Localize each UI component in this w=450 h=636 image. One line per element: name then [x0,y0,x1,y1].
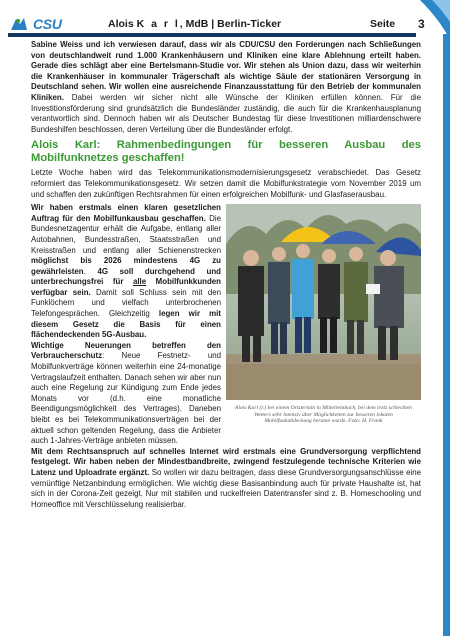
article1-text: Dabei werden wir sicher nicht alle Wünsche der Kliniken erfüllen können. Für die Investitionsförderung sind grundsätzlich die Bundesländer zuständig, die auch für die Krankenhausplanung verantwortlich sind. Dennoch haben wir als Deutscher Bundestag für diese Investitionen milliardenschwere Bundeshilfen beschlossen, deren Verteilung über die Bundesländer erfolgt. [31,92,421,134]
csu-lion-icon [8,15,30,33]
group-photo [226,204,421,400]
newsletter-title [108,18,281,30]
text-run: Die Bundesnetzagentur erhält die Aufgabe, entlang aller Autobahnen, Bundesstraßen, Staatsstraßen und Kreisstraßen und entlang aller Schienenstrecken [31,213,221,255]
article2-title: Alois Karl: Rahmenbedingungen für besseren Ausbau des Mobilfunknetzes geschaffen! [31,139,421,165]
bold-run: Wir haben erstmals einen klaren gesetzlichen Auftrag für den Mobilfunkausbau geschaffen. [31,203,221,223]
page-content [31,40,421,510]
author-last-name: K a r l [136,18,180,30]
article1-paragraph [31,40,421,135]
logo-text: CSU [33,16,62,32]
text-run: : Neue Festnetz- und Mobilfunkverträge können weiterhin eine 24-monatige Vertragslaufzeit enthalten. Danach sehen wir aber nun auch eine Regelung zur Kündigung zum Ende jedes Monats vor (d.h. eine monatliche Beendigungsmöglichkeit des Vertrages). Daneben bleibt es bei Telekommunikationsverträgen bei der aktuell schon geltenden Regelung, dass die Anbieter auch 1-Jahres-Verträge anbieten müssen. [31,351,221,446]
page-label: Seite [370,18,396,30]
header-rule [8,33,416,37]
text-run: So wollen wir dazu beitragen, dass diese Grundversorgungsanschlüsse eine vernünftige Netzanbindung ermöglichen. Wie wichtig diese Basisanbindung auch für private Haushalte ist, hat sich in der Corona-Zeit gezeigt. Nur mit stabilen und ruckelfreien Datentransfer sind z. B. Homeschooling und Homeoffice mit Verschlüsselung realisierbar. [31,467,421,509]
article1-bold-text: Sabine Weiss und ich verwiesen darauf, dass wir als CDU/CSU den Forderungen nach Schließungen von deutschlandweit rund 1.000 Krankenhäusern und Kliniken eine klare Ablehnung erteilt haben. Gerade dies schlägt aber eine Bertelsmann-Studie vor. Wir stehen als Union dazu, dass wir weiterhin die Krankenhäuser in kommunaler Trägerschaft als wichtige Säule der stationären Versorgung in Deutschland sehen. Wir wollen eine ausreichende Finanzausstattung für den Betrieb der kommunalen Kliniken. [31,40,421,102]
article2-column-paragraph [31,203,221,341]
bold-run: legen wir mit diesem Gesetz die Basis für einen flächendeckenden 5G-Ausbau. [31,309,221,340]
bold-run: Mobilfunkkunden verfügbar sein. [31,277,221,297]
consumer-protection-paragraph [31,341,221,447]
author-first-name: Alois [108,18,134,30]
underlined-bold-run: alle [132,277,147,287]
bold-run: möglichst bis 2026 mindestens 4G zu gewährleisten [31,256,221,276]
right-accent-bar [443,34,450,636]
photo-figure [226,204,421,447]
page-header [0,0,450,38]
article2-two-column [31,203,421,447]
bold-run: Mit dem Rechtsanspruch auf schnelles Internet wird erstmals eine Grundversorgung verpflichtend festgelegt. Wir haben neben der Mindestbandbreite, zwingend festzulegende technische Kriterien wie Latenz und Uploadrate ergänzt. [31,446,421,477]
csu-logo [8,13,72,35]
title-suffix: , MdB | Berlin-Ticker [179,18,282,30]
bold-run: 4G soll durchgehend und unterbrechungsfrei für [31,266,221,287]
photo-caption: Alois Karl (r.) bei einem Ortstermin in Mittelreinbach, bei dem trotz schlechten Wetters sehr intensiv über Möglichkeiten zur besseren lokalen Mobilfunkabdeckung beraten wurde. Foto: H. Frank [234,405,413,425]
bold-run: Wichtige Neuerungen betreffen den Verbraucherschutz [31,340,221,361]
text-run: . [83,266,98,276]
article2-bottom-paragraph [31,447,421,511]
article2-left-column [31,203,221,447]
article2-intro: Letzte Woche haben wird das Telekommunikationsmodernisierungsgesetz verabschiedet. Das Gesetz reformiert das Telekommunikationsgesetz. Wir setzen damit die Mobilfunkstrategie vom November 2019 um und schaffen den zukünftigen Rechtsrahmen für einen erfolgreichen Mobilfunk- und Glasfaserausbau. [31,168,421,199]
text-run: Damit soll Schluss sein mit den Funklöchern und vielfach unterbrochenen Telefongesprächen. Gleichzeitig [31,287,221,319]
page-number: 3 [418,17,425,31]
